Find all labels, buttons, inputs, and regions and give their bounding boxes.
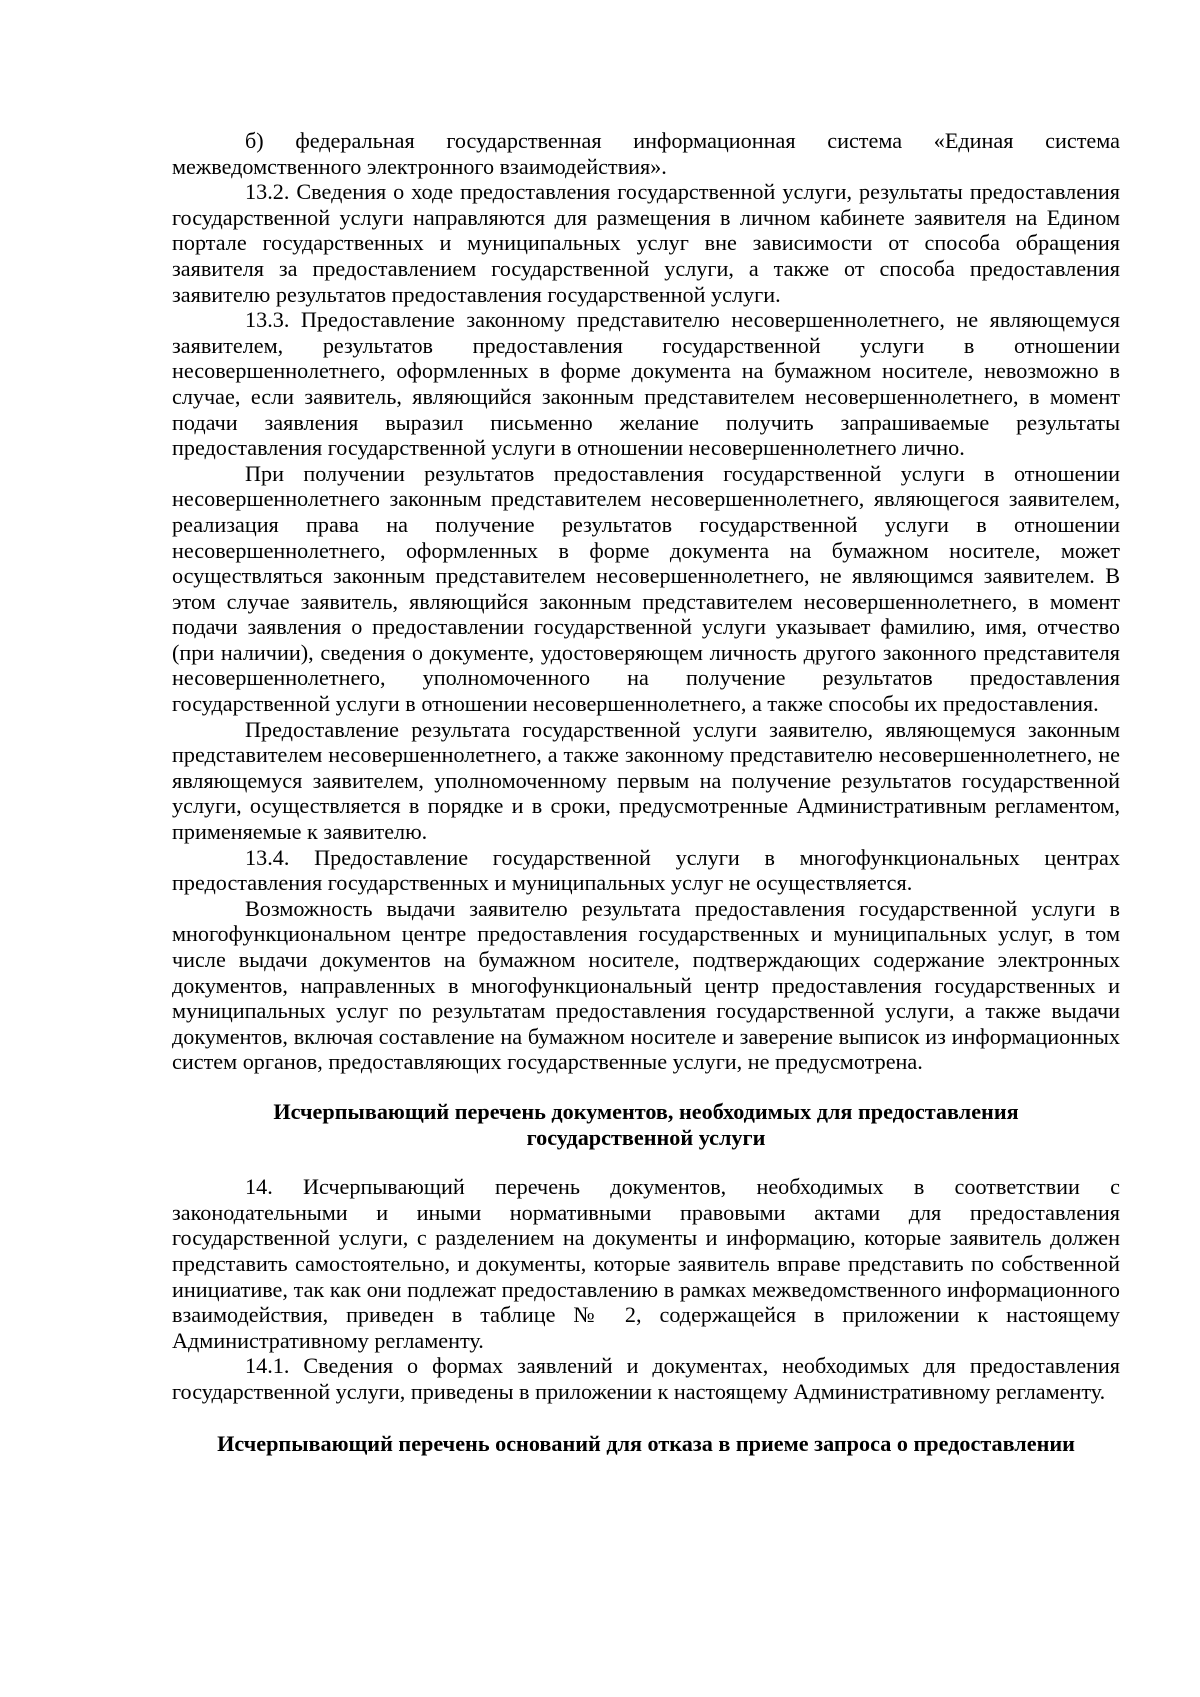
paragraph-13-3-providing: Предоставление результата государственной услуги заявителю, являющемуся законным представителем несовершеннолетнего, а также законному представителю несовершеннолетнего, не являющемуся заявителем, уполномоченному первым на получение результатов государственной услуги, осуществляется в порядке и в сроки, предусмотренные Административным регламентом, применяемые к заявителю. [172,716,1120,845]
document-page [172,128,1120,1456]
section-heading-refusal-line1: Исчерпывающий перечень оснований для отказа в приеме запроса о предоставлении [217,1430,1075,1456]
section-heading-refusal [172,1431,1120,1457]
paragraph-14: 14. Исчерпывающий перечень документов, необходимых в соответствии с законодательными и иными нормативными правовыми актами для предоставления государственной услуги, с разделением на документы и информацию, которые заявитель должен представить самостоятельно, и документы, которые заявитель вправе представить по собственной инициативе, так как они подлежат предоставлению в рамках межведомственного информационного взаимодействия, приведен в таблице № 2, содержащейся в приложении к настоящему Административному регламенту. [172,1174,1120,1353]
paragraph-13-4: 13.4. Предоставление государственной услуги в многофункциональных центрах предоставления государственных и муниципальных услуг не осуществляется. [172,844,1120,896]
section-heading-documents [172,1099,1120,1150]
section-heading-documents-line2: государственной услуги [526,1124,766,1150]
paragraph-13-1-b: б) федеральная государственная информационная система «Единая система межведомственного электронного взаимодействия». [172,128,1120,179]
paragraph-13-3-receiving: При получении результатов предоставления государственной услуги в отношении несовершеннолетнего законным представителем несовершеннолетнего, являющегося заявителем, реализация права на получение результатов государственной услуги в отношении несовершеннолетнего, оформленных в форме документа на бумажном носителе, может осуществляться законным представителем несовершеннолетнего, не являющимся заявителем. В этом случае заявитель, являющийся законным представителем несовершеннолетнего, в момент подачи заявления о предоставлении государственной услуги указывает фамилию, имя, отчество (при наличии), сведения о документе, удостоверяющем личность другого законного представителя несовершеннолетнего, уполномоченного на получение результатов предоставления государственной услуги в отношении несовершеннолетнего, а также способы их предоставления. [172,460,1120,717]
paragraph-13-4-possibility: Возможность выдачи заявителю результата предоставления государственной услуги в многофункциональном центре предоставления государственных и муниципальных услуг, в том числе выдачи документов на бумажном носителе, подтверждающих содержание электронных документов, направленных в многофункциональный центр предоставления государственных и муниципальных услуг по результатам предоставления государственной услуги, а также выдачи документов, включая составление на бумажном носителе и заверение выписок из информационных систем органов, предоставляющих государственные услуги, не предусмотрена. [172,895,1120,1075]
section-heading-documents-line1: Исчерпывающий перечень документов, необходимых для предоставления [273,1098,1019,1124]
paragraph-13-3: 13.3. Предоставление законному представителю несовершеннолетнего, не являющемуся заявителем, результатов предоставления государственной услуги в отношении несовершеннолетнего, оформленных в форме документа на бумажном носителе, невозможно в случае, если заявитель, являющийся законным представителем несовершеннолетнего, в момент подачи заявления выразил письменно желание получить запрашиваемые результаты предоставления государственной услуги в отношении несовершеннолетнего лично. [172,307,1120,461]
paragraph-13-2: 13.2. Сведения о ходе предоставления государственной услуги, результаты предоставления государственной услуги направляются для размещения в личном кабинете заявителя на Едином портале государственных и муниципальных услуг вне зависимости от способа обращения заявителя за предоставлением государственной услуги, а также от способа предоставления заявителю результатов предоставления государственной услуги. [172,179,1120,307]
paragraph-14-1: 14.1. Сведения о формах заявлений и документах, необходимых для предоставления государственной услуги, приведены в приложении к настоящему Административному регламенту. [172,1353,1120,1404]
